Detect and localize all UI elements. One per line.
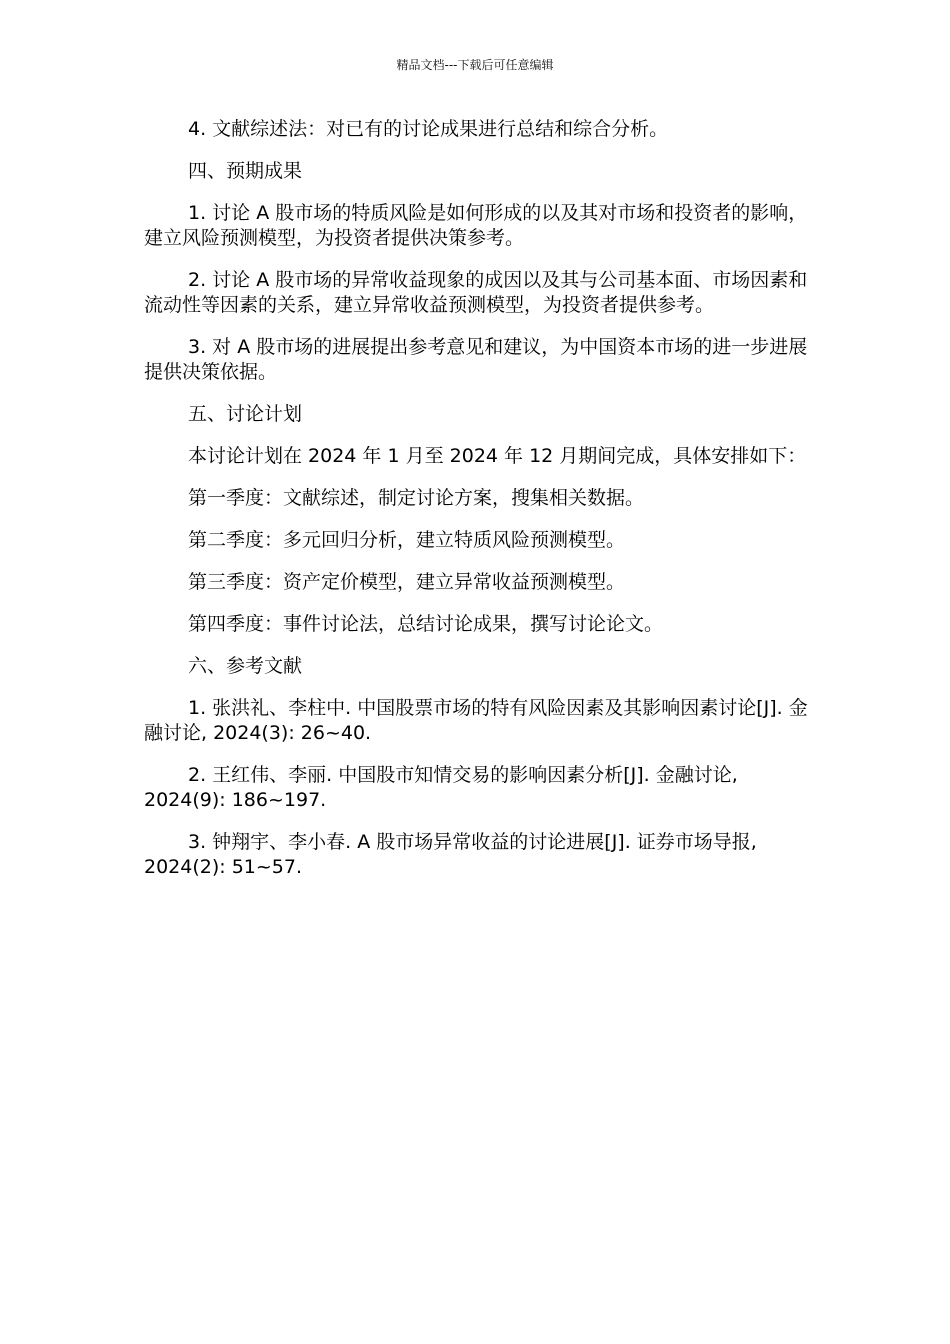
plan-intro: 本讨论计划在 2024 年 1 月至 2024 年 12 月期间完成，具体安排如下： — [188, 445, 807, 467]
page-header: 精品文档---下载后可任意编辑 — [396, 58, 554, 72]
section-heading-plan: 五、讨论计划 — [188, 403, 303, 425]
method-item-4: 4. 文献综述法：对已有的讨论成果进行总结和综合分析。 — [188, 118, 669, 140]
plan-q2: 第二季度：多元回归分析，建立特质风险预测模型。 — [188, 529, 626, 551]
reference-2: 2. 王红伟、李丽. 中国股市知情交易的影响因素分析[J]. 金融讨论, 2024(9): 186~197. — [144, 764, 738, 811]
plan-q1: 第一季度：文献综述，制定讨论方案，搜集相关数据。 — [188, 487, 645, 509]
expected-result-3: 3. 对 A 股市场的进展提出参考意见和建议，为中国资本市场的进一步进展提供决策依据。 — [144, 336, 808, 383]
section-heading-references: 六、参考文献 — [188, 655, 303, 677]
expected-result-1: 1. 讨论 A 股市场的特质风险是如何形成的以及其对市场和投资者的影响，建立风险预测模型，为投资者提供决策参考。 — [144, 202, 808, 249]
reference-1: 1. 张洪礼、李柱中. 中国股票市场的特有风险因素及其影响因素讨论[J]. 金融讨论, 2024(3): 26~40. — [144, 697, 808, 744]
plan-q3: 第三季度：资产定价模型，建立异常收益预测模型。 — [188, 571, 626, 593]
expected-result-2: 2. 讨论 A 股市场的异常收益现象的成因以及其与公司基本面、市场因素和流动性等因素的关系，建立异常收益预测模型，为投资者提供参考。 — [144, 269, 808, 316]
plan-q4: 第四季度：事件讨论法，总结讨论成果，撰写讨论论文。 — [188, 613, 664, 635]
section-heading-expected-results: 四、预期成果 — [188, 160, 303, 182]
document-body — [144, 117, 810, 897]
reference-3: 3. 钟翔宇、李小春. A 股市场异常收益的讨论进展[J]. 证券市场导报, 2024(2): 51~57. — [144, 831, 757, 878]
